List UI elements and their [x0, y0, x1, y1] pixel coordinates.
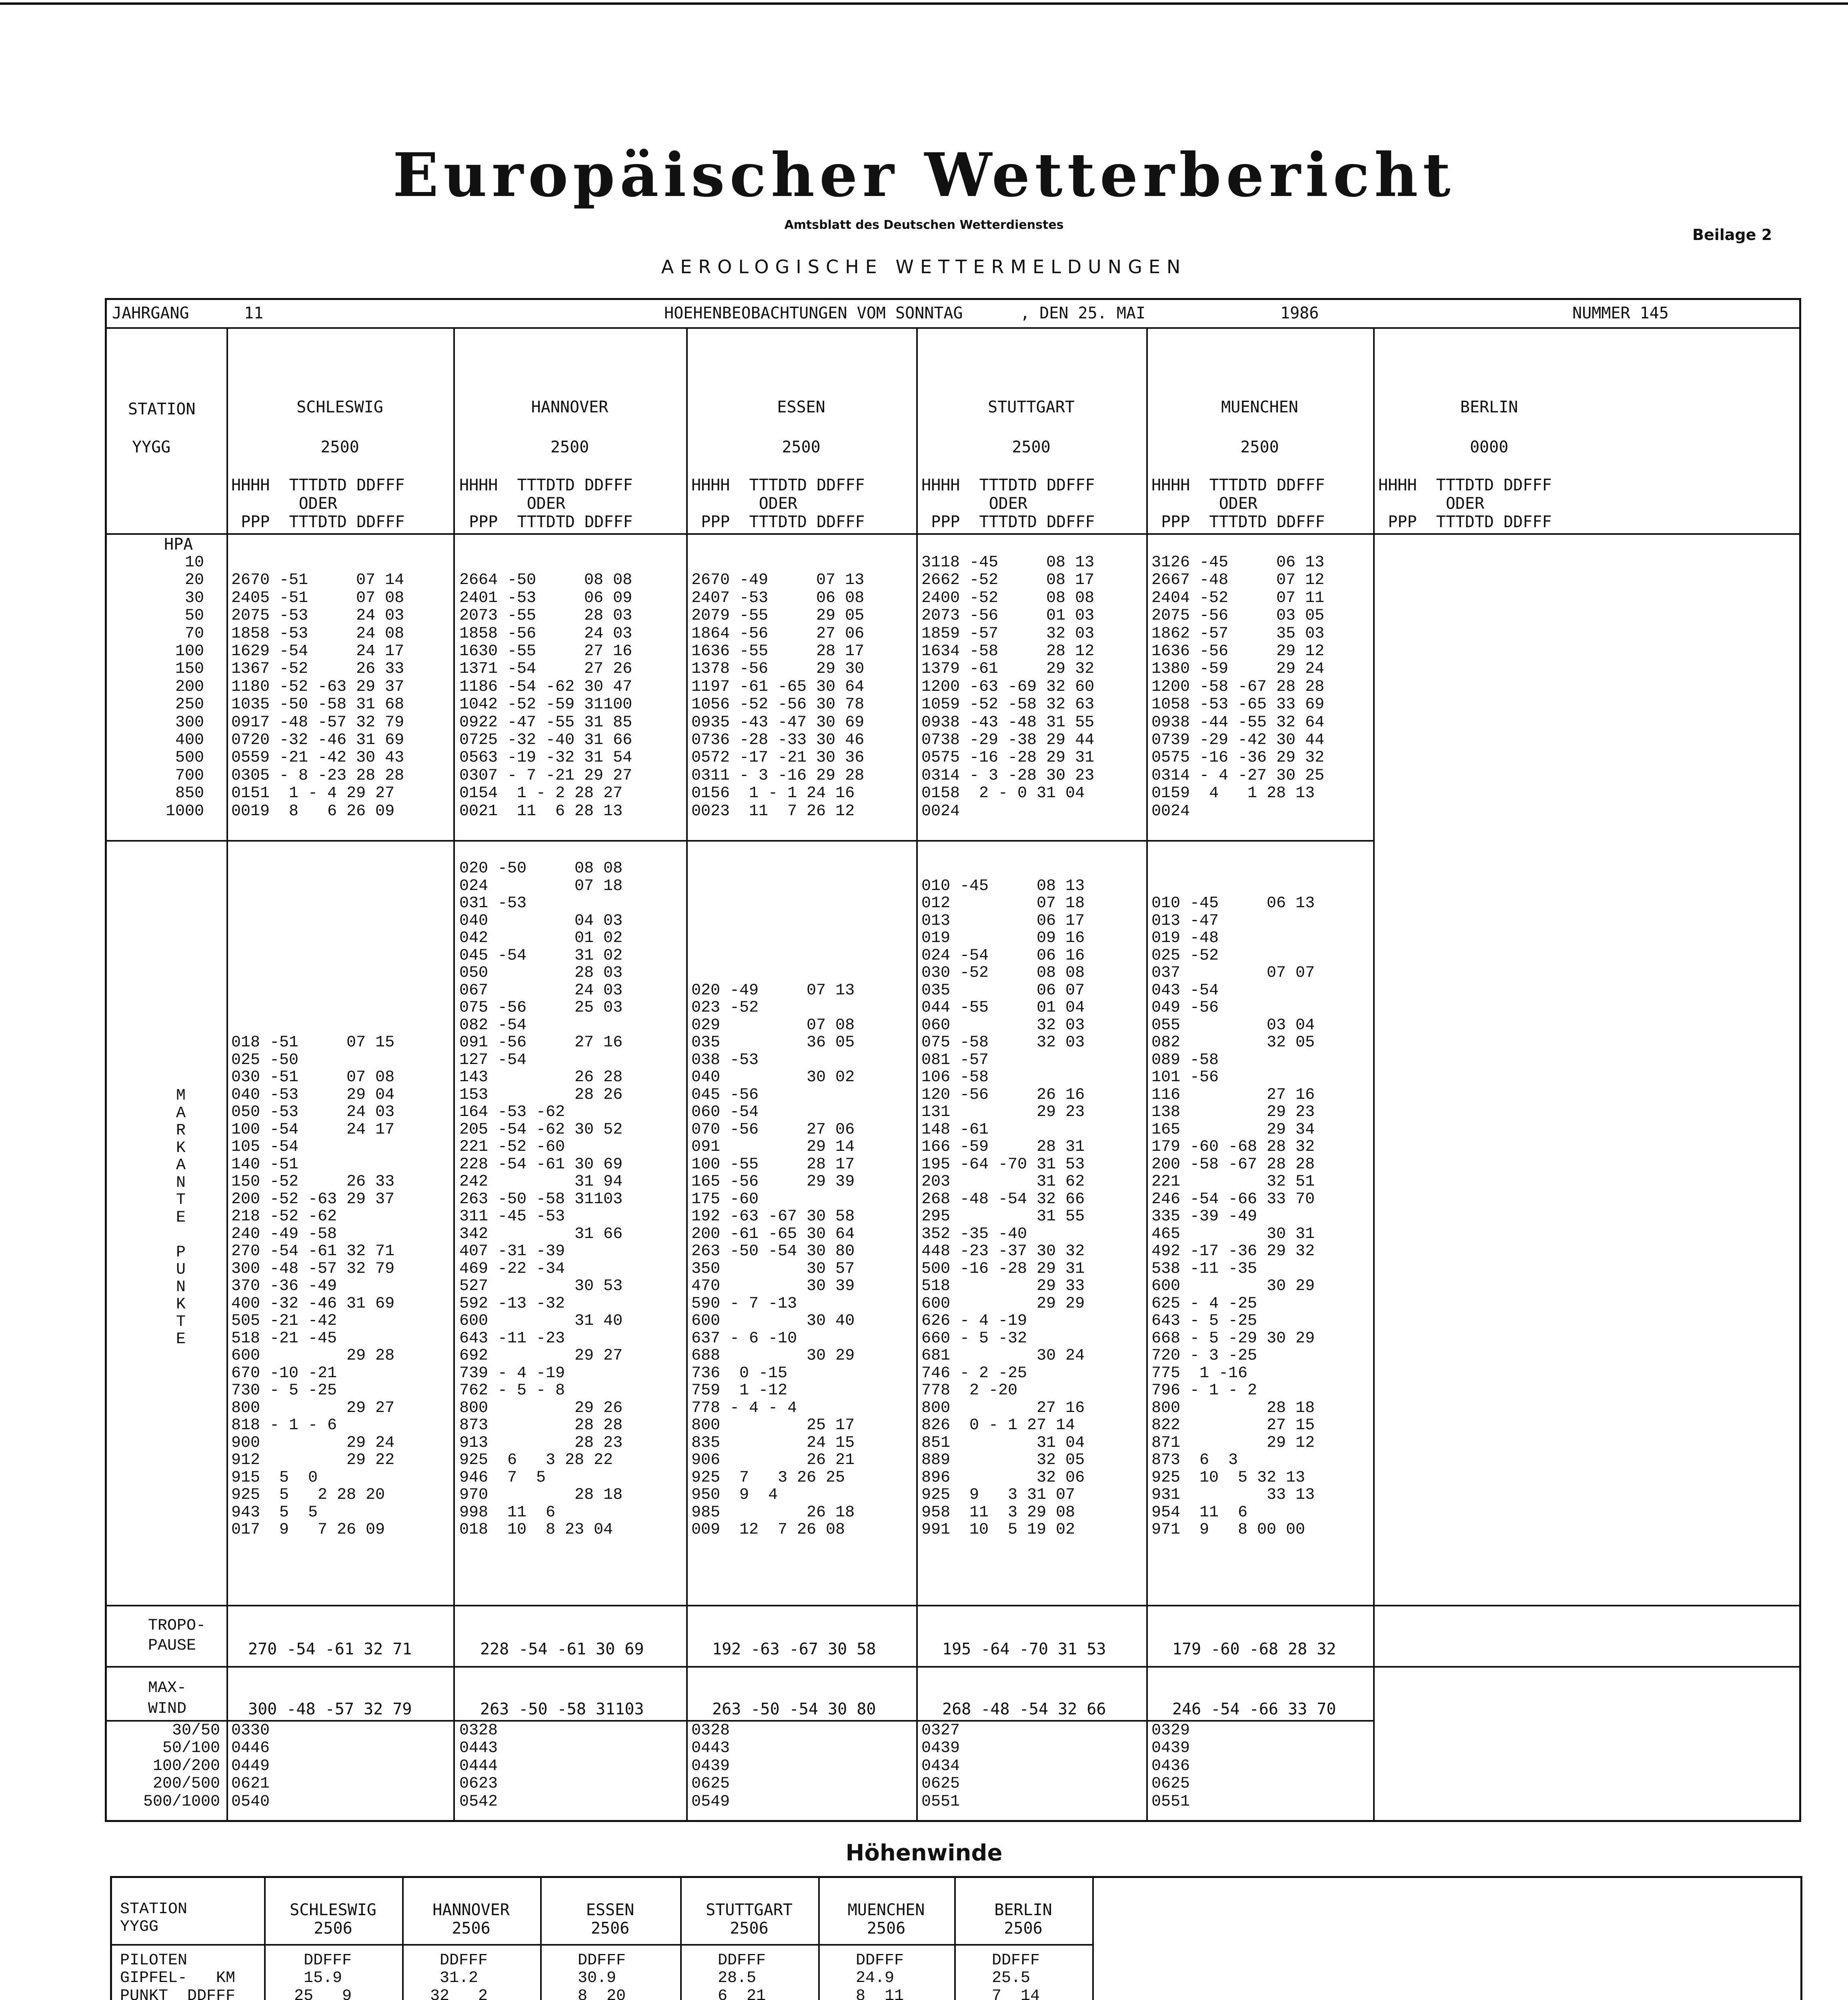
col-code-head: HHHH TTTDTD DDFFF ODER PPP TTTDTD DDFFF — [459, 476, 633, 531]
pilot-hannover: DDFFF 31.2 32 2 — [430, 1952, 488, 2000]
col-divider — [916, 327, 918, 1822]
infobar-divider — [105, 327, 1801, 329]
col-divider — [686, 327, 688, 1822]
col-divider — [226, 327, 228, 1822]
tropo-schleswig: 270 -54 -61 32 71 — [248, 1640, 412, 1658]
tropo-stuttgart: 195 -64 -70 31 53 — [942, 1640, 1106, 1658]
station-name: MUENCHEN — [1221, 398, 1298, 416]
shear-muenchen: 0329 0439 0436 0625 0551 — [1151, 1722, 1190, 1811]
hw-station-name: ESSEN 2506 — [586, 1901, 635, 1938]
maxwind-label: MAX- WIND — [148, 1679, 187, 1718]
station-yygg: 2500 — [782, 438, 821, 456]
shear-labels: 30/50 50/100 100/200 200/500 500/1000 — [143, 1722, 220, 1811]
col-divider — [264, 1876, 266, 2000]
station-yygg: 0000 — [1470, 438, 1509, 456]
station-name: SCHLESWIG — [296, 398, 383, 416]
col-code-head: HHHH TTTDTD DDFFF ODER PPP TTTDTD DDFFF — [231, 476, 405, 531]
col-code-head: HHHH TTTDTD DDFFF ODER PPP TTTDTD DDFFF — [691, 476, 865, 531]
section-title: AEROLOGISCHE WETTERMELDUNGEN — [661, 256, 1187, 278]
jahrgang-label: JAHRGANG — [112, 304, 189, 322]
station-name: HANNOVER — [531, 398, 609, 416]
maxwind-stuttgart: 268 -48 -54 32 66 — [942, 1700, 1106, 1718]
col-divider — [954, 1876, 956, 2000]
std-data-hannover: 2664 -50 08 08 2401 -53 06 09 2073 -55 28 03 1858 -56 24 03 1630 -55 27 16 1371 -54 27 26 1186 -54 -62 30 47 1042 -52 -59 31100 0922 -47 -55 31 85 0725 -32 -40 31 66 0563 -19 -32 31 54 0307 - 7 -21 29 27 0154 1 - 2 28 27 0021 11 6 28 13 — [459, 571, 633, 820]
station-label: STATION — [128, 400, 196, 418]
tropo-divider — [105, 1666, 1801, 1668]
tropo-essen: 192 -63 -67 30 58 — [712, 1640, 876, 1658]
tropopause-label: TROPO- PAUSE — [148, 1617, 206, 1655]
col-divider — [1146, 327, 1148, 1822]
std-divider — [105, 840, 1373, 842]
std-data-schleswig: 2670 -51 07 14 2405 -51 07 08 2075 -53 24 03 1858 -53 24 08 1629 -54 24 17 1367 -52 26 33 1180 -52 -63 29 37 1035 -50 -58 31 68 0917 -48 -57 32 79 0720 -32 -46 31 69 0559 -21 -42 30 43 0305 - 8 -23 28 28 0151 1 - 4 29 27 0019 8 6 26 09 — [231, 571, 404, 820]
piloten-label: PILOTEN GIPFEL- KM PUNKT DDFFF — [120, 1952, 236, 2000]
hoehenwinde-title: Höhenwinde — [845, 1840, 1003, 1866]
yygg-label: YYGG — [132, 438, 171, 456]
std-levels: 10 20 30 50 70 100 150 200 250 300 400 500 700 850 1000 — [165, 554, 204, 820]
col-code-head: HHHH TTTDTD DDFFF ODER PPP TTTDTD DDFFF — [921, 476, 1095, 531]
col-divider — [818, 1876, 820, 2000]
hw-station-name: SCHLESWIG 2506 — [290, 1901, 376, 1938]
col-code-head: HHHH TTTDTD DDFFF ODER PPP TTTDTD DDFFF — [1151, 476, 1325, 531]
pilot-essen: DDFFF 30.9 8 20 — [578, 1952, 626, 2000]
sig-data-muenchen: 010 -45 06 13 013 -47 019 -48 025 -52 037 07 07 043 -54 049 -56 055 03 04 082 32 05 089 -58 101 -56 116 27 16 138 29 23 165 29 34 179 -60 -68 28 32 200 -58 -67 28 28 221 32 51 246 -54 -66 33 70 335 -39 -49 465 30 31 492 -17 -36 29 32 538 -11 -35 600 30 29 625 - 4 -25 643 - 5 -25 668 - 5 -29 30 29 720 - 3 -25 775 1 -16 796 - 1 - 2 800 28 18 822 27 15 871 29 12 873 6 3 925 10 5 32 13 931 33 13 954 11 6 971 9 8 00 00 — [1151, 894, 1315, 1539]
col-divider — [680, 1876, 682, 2000]
std-data-essen: 2670 -49 07 13 2407 -53 06 08 2079 -55 29 05 1864 -56 27 06 1636 -55 28 17 1378 -56 29 30 1197 -61 -65 30 64 1056 -52 -56 30 78 0935 -43 -47 30 69 0736 -28 -33 30 46 0572 -17 -21 30 36 0311 - 3 -16 29 28 0156 1 - 1 24 16 0023 11 7 26 12 — [691, 571, 865, 820]
col-divider — [453, 327, 455, 1822]
col-divider — [402, 1876, 404, 2000]
station-yygg: 2500 — [320, 438, 359, 456]
hw-station-name: HANNOVER 2506 — [432, 1901, 510, 1938]
sig-data-essen: 020 -49 07 13 023 -52 029 07 08 035 36 05 038 -53 040 30 02 045 -56 060 -54 070 -56 27 06 091 29 14 100 -55 28 17 165 -56 29 39 175 -60 192 -63 -67 30 58 200 -61 -65 30 64 263 -50 -54 30 80 350 30 57 470 30 39 590 - 7 -13 600 30 40 637 - 6 -10 688 30 29 736 0 -15 759 1 -12 778 - 4 - 4 800 25 17 835 24 15 906 26 21 925 7 3 26 25 950 9 4 985 26 18 009 12 7 26 08 — [691, 981, 855, 1539]
station-yygg: 2500 — [1240, 438, 1279, 456]
hw-divider — [110, 1944, 1092, 1946]
col-divider — [540, 1876, 542, 2000]
shear-stuttgart: 0327 0439 0434 0625 0551 — [921, 1722, 960, 1811]
maxwind-hannover: 263 -50 -58 31103 — [480, 1700, 644, 1718]
pilot-muenchen: DDFFF 24.9 8 11 — [856, 1952, 904, 2000]
pilot-berlin: DDFFF 25.5 7 14 — [992, 1952, 1040, 2000]
pilot-schleswig: DDFFF 15.9 25 9 — [294, 1952, 352, 2000]
col-divider — [1092, 1876, 1094, 2000]
jahrgang-value: 11 — [244, 304, 264, 322]
observation-date: , DEN 25. MAI — [1020, 304, 1146, 322]
station-name: BERLIN — [1460, 398, 1518, 416]
page-subtitle: Amtsblatt des Deutschen Wetterdienstes — [784, 218, 1064, 232]
station-name: ESSEN — [777, 398, 825, 416]
observation-year: 1986 — [1280, 304, 1319, 322]
sig-divider — [105, 1605, 1801, 1606]
hw-station-name: STUTTGART 2506 — [706, 1901, 793, 1938]
sig-data-stuttgart: 010 -45 08 13 012 07 18 013 06 17 019 09 16 024 -54 06 16 030 -52 08 08 035 06 07 044 -55 01 04 060 32 03 075 -58 32 03 081 -57 106 -58 120 -56 26 16 131 29 23 148 -61 166 -59 28 31 195 -64 -70 31 53 203 31 62 268 -48 -54 32 66 295 31 55 352 -35 -40 448 -23 -37 30 32 500 -16 -28 29 31 518 29 33 600 29 29 626 - 4 -19 660 - 5 -32 681 30 24 746 - 2 -25 778 2 -20 800 27 16 826 0 - 1 27 14 851 31 04 889 32 05 896 32 06 925 9 3 31 07 958 11 3 29 08 991 10 5 19 02 — [921, 877, 1085, 1539]
maxwind-muenchen: 246 -54 -66 33 70 — [1172, 1700, 1336, 1718]
hw-station-name: BERLIN 2506 — [994, 1901, 1052, 1938]
sig-data-hannover: 020 -50 08 08 024 07 18 031 -53 040 04 03 042 01 02 045 -54 31 02 050 28 03 067 24 03 075 -56 25 03 082 -54 091 -56 27 16 127 -54 143 26 28 153 28 26 164 -53 -62 205 -54 -62 30 52 221 -52 -60 228 -54 -61 30 69 242 31 94 263 -50 -58 31103 311 -45 -53 342 31 66 407 -31 -39 469 -22 -34 527 30 53 592 -13 -32 600 31 40 643 -11 -23 692 29 27 739 - 4 -19 762 - 5 - 8 800 29 26 873 28 28 913 28 23 925 6 3 28 22 946 7 5 970 28 18 998 11 6 018 10 8 23 04 — [459, 860, 623, 1539]
bulletin-number: NUMMER 145 — [1572, 304, 1669, 322]
station-yygg: 2500 — [1012, 438, 1051, 456]
shear-essen: 0328 0443 0439 0625 0549 — [691, 1722, 730, 1811]
col-divider — [1373, 327, 1375, 1822]
page-title: Europäischer Wetterbericht — [392, 140, 1456, 210]
markante-punkte-label: M A R K A N T E P U N K T E — [176, 1087, 186, 1348]
shear-hannover: 0328 0443 0444 0623 0542 — [459, 1722, 498, 1811]
hw-station-name: MUENCHEN 2506 — [847, 1901, 925, 1938]
top-rule — [0, 2, 1848, 5]
header-divider — [105, 533, 1801, 535]
observation-label: HOEHENBEOBACHTUNGEN VOM SONNTAG — [664, 304, 963, 322]
beilage-label: Beilage 2 — [1692, 226, 1772, 244]
maxwind-schleswig: 300 -48 -57 32 79 — [248, 1700, 412, 1718]
col-code-head: HHHH TTTDTD DDFFF ODER PPP TTTDTD DDFFF — [1378, 476, 1552, 531]
hoehenwinde-table — [110, 1876, 1802, 2000]
sig-data-schleswig: 018 -51 07 15 025 -50 030 -51 07 08 040 -53 29 04 050 -53 24 03 100 -54 24 17 105 -54 140 -51 150 -52 26 33 200 -52 -63 29 37 218 -52 -62 240 -49 -58 270 -54 -61 32 71 300 -48 -57 32 79 370 -36 -49 400 -32 -46 31 69 505 -21 -42 518 -21 -45 600 29 28 670 -10 -21 730 - 5 -25 800 29 27 818 - 1 - 6 900 29 24 912 29 22 915 5 0 925 5 2 28 20 943 5 5 017 9 7 26 09 — [231, 1034, 395, 1539]
tropo-muenchen: 179 -60 -68 28 32 — [1172, 1640, 1336, 1658]
maxwind-essen: 263 -50 -54 30 80 — [712, 1700, 876, 1718]
pilot-stuttgart: DDFFF 28.5 6 21 — [718, 1952, 766, 2000]
hw-station-label: STATION YYGG — [120, 1900, 188, 1936]
std-data-muenchen: 3126 -45 06 13 2667 -48 07 12 2404 -52 07 11 2075 -56 03 05 1862 -57 35 03 1636 -56 29 12 1380 -59 29 24 1200 -58 -67 28 28 1058 -53 -65 33 69 0938 -44 -55 32 64 0739 -29 -42 30 44 0575 -16 -36 29 32 0314 - 4 -27 30 25 0159 4 1 28 13 0024 — [1151, 554, 1325, 820]
tropo-hannover: 228 -54 -61 30 69 — [480, 1640, 644, 1658]
shear-schleswig: 0330 0446 0449 0621 0540 — [231, 1722, 270, 1811]
std-data-stuttgart: 3118 -45 08 13 2662 -52 08 17 2400 -52 08 08 2073 -56 01 03 1859 -57 32 03 1634 -58 28 12 1379 -61 29 32 1200 -63 -69 32 60 1059 -52 -58 32 63 0938 -43 -48 31 55 0738 -29 -38 29 44 0575 -16 -28 29 31 0314 - 3 -28 30 23 0158 2 - 0 31 04 0024 — [921, 554, 1095, 820]
station-name: STUTTGART — [988, 398, 1075, 416]
hpa-label: HPA — [164, 535, 193, 554]
station-yygg: 2500 — [550, 438, 589, 456]
